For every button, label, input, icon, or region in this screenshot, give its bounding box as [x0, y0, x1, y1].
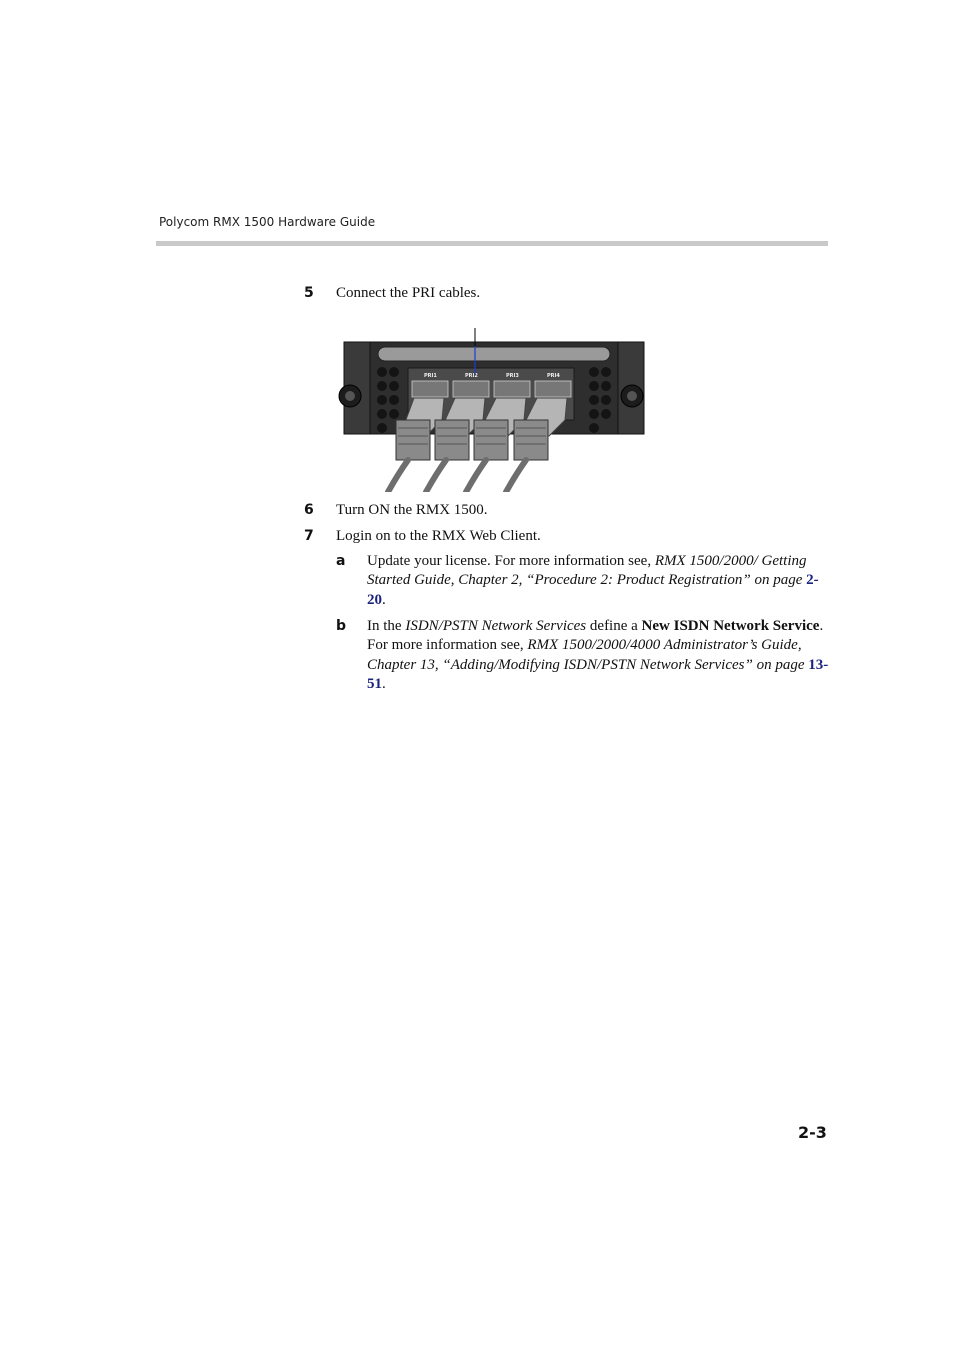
pri-cables: [388, 398, 567, 492]
substep-text: . For more information see,: [367, 618, 824, 654]
port-label-pri2: PRI2: [465, 373, 478, 379]
substep-text: Update your license. For more information see,: [367, 553, 655, 569]
running-header: Polycom RMX 1500 Hardware Guide: [159, 215, 376, 229]
port-label-pri1: PRI1: [424, 373, 437, 379]
step-number: 6: [304, 502, 314, 518]
step-text: Connect the PRI cables.: [336, 285, 481, 301]
cross-reference-text: RMX 1500/2000/ Getting Started Guide, Chapter 2, “Procedure 2: Product Registration” on page: [367, 553, 807, 589]
substep-body: [367, 552, 829, 610]
port-label-pri4: PRI4: [547, 373, 560, 379]
substep-text: In the: [367, 618, 406, 634]
header-rule: [156, 241, 828, 246]
substep-body: [367, 617, 829, 694]
new-service-text: New ISDN Network Service: [641, 618, 820, 634]
step-number: 5: [304, 285, 314, 301]
substep-punctuation: .: [382, 675, 386, 692]
substep-punctuation: .: [382, 591, 386, 608]
page-link-13-51[interactable]: 13-51: [367, 656, 829, 692]
step-text: Turn ON the RMX 1500.: [336, 502, 488, 518]
port-label-pri3: PRI3: [506, 373, 519, 379]
step-text: Login on to the RMX Web Client.: [336, 528, 541, 544]
service-name-text: ISDN/PSTN Network Services: [405, 618, 587, 634]
pri-card-figure: [338, 328, 646, 492]
page-link-2-20[interactable]: 2-20: [367, 572, 819, 608]
substep-text: define a: [586, 618, 642, 634]
step-number: 7: [304, 528, 314, 544]
pri-card-illustration: [338, 328, 646, 492]
cross-reference-text: RMX 1500/2000/4000 Administrator’s Guide, Chapter 13, “Adding/Modifying ISDN/PSTN Network Services” on page: [367, 637, 805, 673]
substep-letter: b: [336, 618, 347, 634]
substep-letter: a: [336, 553, 346, 569]
page-number: 2-3: [798, 1123, 827, 1142]
